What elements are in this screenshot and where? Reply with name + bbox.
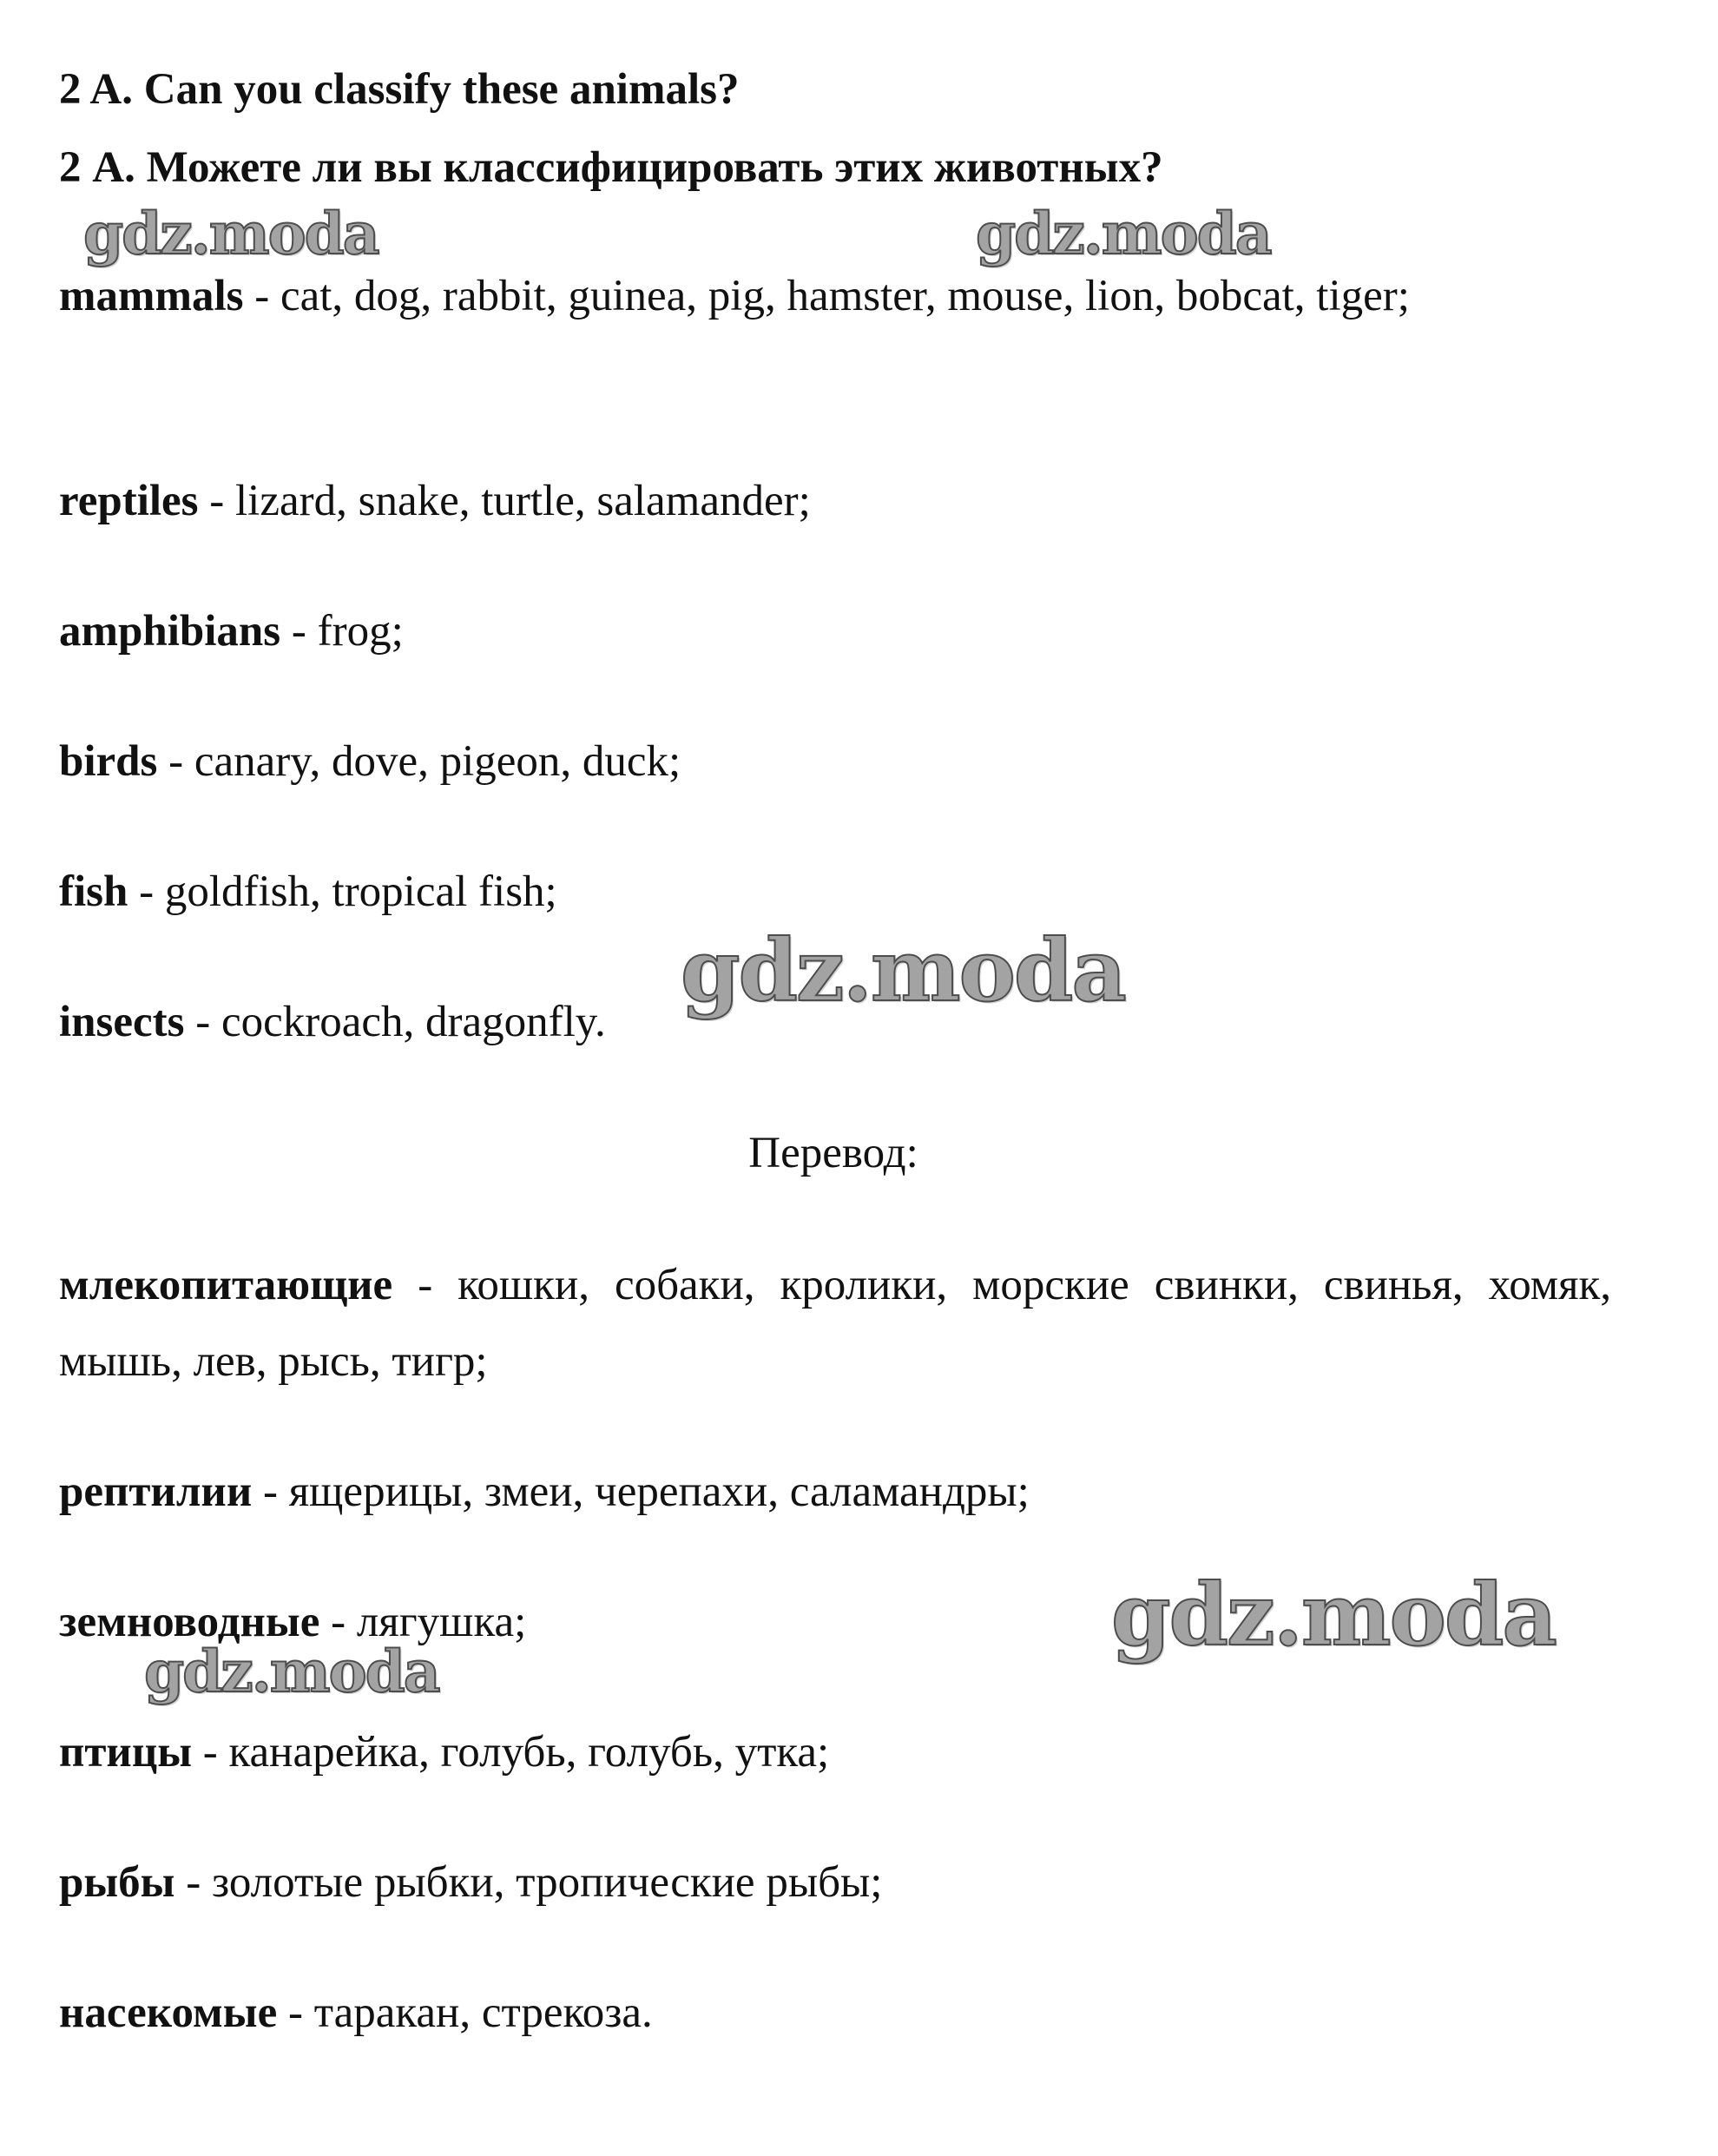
group-items: - cat, dog, rabbit, guinea, pig, hamster, mouse, lion, bobcat, tiger;: [243, 272, 1410, 320]
group-items: - кошки, собаки, кролики, морские свинки, свинья, хомяк, мышь, лев, рысь, тигр;: [59, 1261, 1611, 1386]
group-term: birds: [59, 737, 158, 786]
watermark: gdz.moda: [83, 200, 378, 267]
group-mammals: [59, 258, 1611, 334]
group-insects-ru: [59, 1975, 1611, 2051]
group-term: земноводные: [59, 1598, 320, 1646]
group-items: - lizard, snake, turtle, salamander;: [198, 477, 811, 525]
group-items: - cockroach, dragonfly.: [184, 998, 606, 1046]
group-term: рыбы: [59, 1858, 175, 1907]
group-items: - frog;: [280, 607, 404, 656]
group-birds: [59, 723, 1611, 800]
watermark: gdz.moda: [144, 1638, 439, 1705]
group-fish: [59, 854, 1611, 930]
group-items: - goldfish, tropical fish;: [128, 867, 557, 916]
group-term: amphibians: [59, 607, 281, 656]
group-mammals-ru: [59, 1247, 1611, 1400]
translation-label: Перевод:: [748, 1129, 918, 1177]
group-term: reptiles: [59, 477, 199, 525]
group-reptiles: [59, 463, 1611, 539]
group-amphibians: [59, 593, 1611, 669]
group-term: fish: [59, 867, 128, 916]
watermark: gdz.moda: [681, 921, 1125, 1021]
group-items: - таракан, стрекоза.: [277, 1988, 653, 2037]
group-term: насекомые: [59, 1988, 278, 2037]
group-reptiles-ru: [59, 1454, 1611, 1530]
group-term: птицы: [59, 1728, 193, 1777]
group-items: - канарейка, голубь, голубь, утка;: [192, 1728, 830, 1777]
watermark: gdz.moda: [976, 200, 1271, 267]
group-term: рептилии: [59, 1467, 253, 1516]
watermark: gdz.moda: [1111, 1566, 1556, 1665]
group-fish-ru: [59, 1844, 1611, 1921]
group-items: - ящерицы, змеи, черепахи, саламандры;: [252, 1467, 1030, 1516]
group-term: mammals: [59, 272, 244, 320]
group-items: - золотые рыбки, тропические рыбы;: [174, 1858, 883, 1907]
heading-russian: 2 А. Можете ли вы классифицировать этих животных?: [59, 143, 1163, 192]
heading-english: 2 A. Can you classify these animals?: [59, 65, 740, 114]
group-items: - лягушка;: [319, 1598, 527, 1646]
group-items: - canary, dove, pigeon, duck;: [157, 737, 681, 786]
group-term: млекопитающие: [59, 1261, 393, 1309]
group-term: insects: [59, 998, 185, 1046]
group-birds-ru: [59, 1714, 1611, 1790]
